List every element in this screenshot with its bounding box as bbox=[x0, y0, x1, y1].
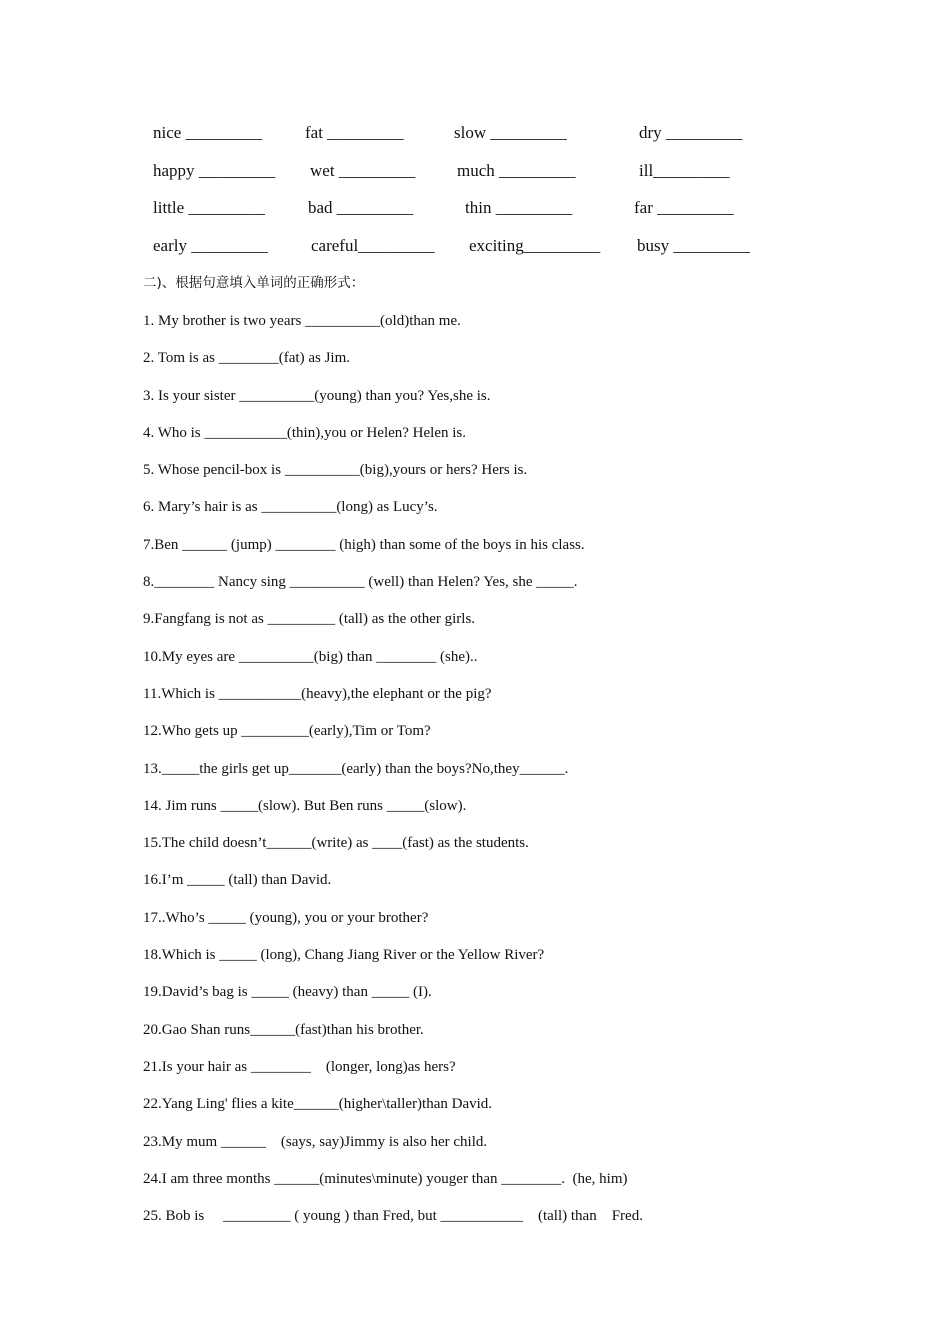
word-blank: bad _________ bbox=[308, 198, 414, 217]
word-blank: early _________ bbox=[153, 235, 268, 255]
word-blank: far _________ bbox=[634, 198, 734, 217]
word-row bbox=[153, 231, 793, 269]
word-blank: little _________ bbox=[153, 198, 265, 217]
word-blank: ill_________ bbox=[639, 160, 730, 180]
word-blank: much _________ bbox=[457, 160, 576, 180]
question-25: 25. Bob is _________ ( young ) than Fred, but ___________ (tall) than Fred. bbox=[143, 1208, 643, 1225]
question-list bbox=[143, 309, 843, 1241]
word-blank: nice _________ bbox=[153, 123, 263, 142]
question-15: 15.The child doesn’t______(write) as ____(fast) as the students. bbox=[143, 835, 529, 852]
question-19: 19.David’s bag is _____ (heavy) than _____ (I). bbox=[143, 984, 432, 1001]
question-16: 16.I’m _____ (tall) than David. bbox=[143, 872, 332, 889]
question-3: 3. Is your sister __________(young) than you? Yes,she is. bbox=[143, 387, 491, 404]
question-24: 24.I am three months ______(minutes\minute) youger than ________. (he, him) bbox=[143, 1170, 628, 1187]
question-11: 11.Which is ___________(heavy),the elephant or the pig? bbox=[143, 685, 492, 702]
question-20: 20.Gao Shan runs______(fast)than his brother. bbox=[143, 1021, 424, 1038]
section-title: 二)、根据句意填入单词的正确形式： bbox=[143, 275, 365, 291]
question-1: 1. My brother is two years __________(old)than me. bbox=[143, 313, 461, 329]
question-4: 4. Who is ___________(thin),you or Helen? Helen is. bbox=[143, 424, 467, 441]
question-7: 7.Ben ______ (jump) ________ (high) than some of the boys in his class. bbox=[143, 536, 585, 553]
question-8: 8.________ Nancy sing __________ (well) than Helen? Yes, she _____. bbox=[143, 574, 578, 591]
question-13: 13._____the girls get up_______(early) than the boys?No,they______. bbox=[143, 760, 569, 777]
question-10: 10.My eyes are __________(big) than ________ (she).. bbox=[143, 648, 478, 665]
word-blank: slow _________ bbox=[454, 123, 567, 142]
word-row bbox=[153, 118, 793, 156]
question-9: 9.Fangfang is not as _________ (tall) as the other girls. bbox=[143, 611, 476, 628]
word-blank: careful_________ bbox=[311, 235, 435, 255]
question-12: 12.Who gets up _________(early),Tim or Tom? bbox=[143, 723, 431, 740]
word-row bbox=[153, 193, 793, 231]
word-row bbox=[153, 156, 793, 194]
question-18: 18.Which is _____ (long), Chang Jiang River or the Yellow River? bbox=[143, 947, 545, 964]
question-23: 23.My mum ______ (says, say)Jimmy is also her child. bbox=[143, 1133, 488, 1150]
word-blank: fat _________ bbox=[305, 123, 404, 142]
word-table bbox=[153, 118, 793, 268]
word-blank: busy _________ bbox=[637, 235, 750, 255]
question-2: 2. Tom is as ________(fat) as Jim. bbox=[143, 350, 350, 367]
question-14: 14. Jim runs _____(slow). But Ben runs _____(slow). bbox=[143, 797, 467, 814]
question-6: 6. Mary’s hair is as __________(long) as Lucy’s. bbox=[143, 499, 438, 516]
word-blank: exciting_________ bbox=[469, 235, 601, 255]
word-blank: thin _________ bbox=[465, 198, 573, 217]
question-5: 5. Whose pencil-box is __________(big),yours or hers? Hers is. bbox=[143, 462, 528, 479]
question-22: 22.Yang Ling' flies a kite______(higher\taller)than David. bbox=[143, 1096, 493, 1113]
question-21: 21.Is your hair as ________ (longer, long)as hers? bbox=[143, 1058, 456, 1075]
word-blank: dry _________ bbox=[639, 123, 743, 142]
word-blank: wet _________ bbox=[310, 160, 416, 180]
word-blank: happy _________ bbox=[153, 160, 276, 180]
question-17: 17..Who’s _____ (young), you or your brother? bbox=[143, 909, 429, 926]
